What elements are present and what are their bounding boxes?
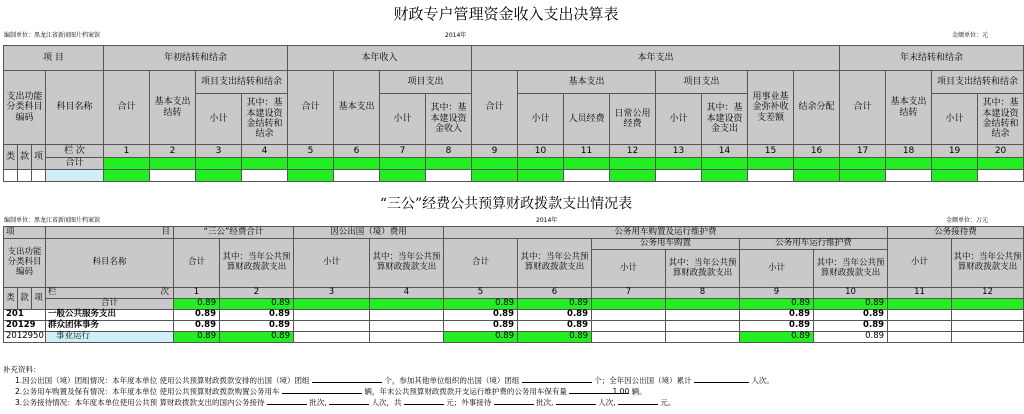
- h2-lei: 类: [4, 288, 18, 310]
- col-num: 2: [220, 288, 294, 299]
- h-daily: 日常公用经费: [610, 94, 656, 145]
- h-lanci: 栏 次: [46, 145, 104, 158]
- cell: [150, 170, 196, 182]
- h-proj-exp-income: 项目支出: [380, 71, 472, 94]
- cell: [380, 158, 426, 170]
- h2-sangong: “三公”经费合计: [174, 227, 294, 239]
- note-text: 人次。: [751, 376, 774, 385]
- cell-value: 0.89: [740, 310, 814, 321]
- report1-year: 2014年: [445, 32, 467, 39]
- cell: [334, 158, 380, 170]
- blank-field: [494, 397, 534, 405]
- h2-ow-4: 其中：当年公共预算财政拨款支出: [370, 239, 444, 288]
- col-num: 4: [370, 288, 444, 299]
- cell: [370, 332, 444, 343]
- cell: [840, 170, 886, 182]
- h-proj-exp: 项目支出: [656, 71, 748, 94]
- cell: [46, 170, 104, 182]
- note-text: 1.因公出国（境）团组情况：本年度本单位 使用公共预算财政拨款安排的出国（境）团组: [15, 376, 310, 385]
- header-name: 科目名称: [46, 71, 104, 145]
- col-num: 16: [794, 145, 840, 158]
- total-label: 合计: [46, 158, 104, 170]
- cell: [888, 310, 952, 321]
- cell: [294, 332, 370, 343]
- row-code: 20129: [4, 321, 46, 332]
- note-text: 2.公务用车购置及保有情况：本年度本单位 使用公共预算财政拨款购置公务用车: [15, 387, 280, 396]
- cell: [370, 310, 444, 321]
- report1-currency: 金额单位：元: [952, 32, 989, 39]
- cell: [840, 158, 886, 170]
- h2-reception: 公务接待费: [888, 227, 1024, 239]
- cell: [4, 170, 18, 182]
- h-fund-gap: 用事业基金弥补收支差额: [748, 71, 794, 145]
- header-end-carry: 年末结转和结余: [840, 46, 1024, 71]
- header-income: 本年收入: [288, 46, 472, 71]
- note-line-2: [3, 386, 1009, 397]
- col-num: 12: [610, 145, 656, 158]
- cell: [748, 158, 794, 170]
- h-total-5: 合计: [288, 71, 334, 145]
- h2-sub-9: 小计: [740, 250, 814, 288]
- h2-vehicle-buy: 公务用车购置: [592, 239, 740, 250]
- h-total-9: 合计: [472, 71, 518, 145]
- cell: [288, 170, 334, 182]
- h-sub-19: 小计: [932, 94, 978, 145]
- col-num: 13: [656, 145, 702, 158]
- cell: [518, 170, 564, 182]
- col-num: 10: [518, 145, 564, 158]
- h2-ow-6: 其中：当年公共预算财政拨款支出: [518, 239, 592, 288]
- header-project: 项 目: [4, 46, 104, 71]
- col-num: 5: [444, 288, 518, 299]
- blank-field: [282, 386, 362, 394]
- h-ow-4: 其中：基本建设资金结转和结余: [242, 94, 288, 145]
- vehicle-count: 1.00: [569, 386, 629, 394]
- cell: [978, 158, 1024, 170]
- cell: [380, 170, 426, 182]
- note-text: 3.公务接待情况：本年度本单位使用公共预 算财政拨款支出的国内公务接待: [15, 398, 265, 407]
- cell: [150, 158, 196, 170]
- col-num: 7: [592, 288, 666, 299]
- col-num: 1: [174, 288, 220, 299]
- cell: [564, 170, 610, 182]
- cell: [334, 170, 380, 182]
- h-proj-carry-end: 项目支出结转和结余: [932, 71, 1024, 94]
- h2-kuan: 款: [18, 288, 32, 310]
- cell: [242, 158, 288, 170]
- cell-value: 0.89: [518, 310, 592, 321]
- h-ow-8: 其中：基本建设资金收入: [426, 94, 472, 145]
- col-num: 9: [472, 145, 518, 158]
- row-name: 一般公共服务支出: [46, 310, 174, 321]
- cell-value: 0.89: [444, 310, 518, 321]
- col-num: 8: [426, 145, 472, 158]
- col-num: 3: [196, 145, 242, 158]
- cell-value: 0.89: [174, 332, 220, 343]
- cell: [32, 170, 46, 182]
- cell: [932, 158, 978, 170]
- h-personnel: 人员经费: [564, 94, 610, 145]
- h-surplus: 结余分配: [794, 71, 840, 145]
- cell: [702, 170, 748, 182]
- table-row: [4, 299, 1024, 310]
- h2-ow-12: 其中：当年公共预算财政拨款支出: [952, 239, 1024, 288]
- h2-abroad: 因公出国（境）费用: [294, 227, 444, 239]
- col-num: 8: [666, 288, 740, 299]
- cell: [888, 321, 952, 332]
- cell: [666, 299, 740, 310]
- h-sub-7: 小计: [380, 94, 426, 145]
- cell: [564, 158, 610, 170]
- cell-value: 0.89: [518, 332, 592, 343]
- blank-field: [522, 375, 592, 383]
- h-basic-carry-18: 基本支出结转: [886, 71, 932, 145]
- cell-value: 0.89: [740, 332, 814, 343]
- cell: [592, 332, 666, 343]
- cell-value: 0.89: [444, 299, 518, 310]
- blank-field: [404, 397, 444, 405]
- report1-title: 财政专户管理资金收入支出决算表: [393, 5, 619, 23]
- h-basic-carry: 基本支出结转: [150, 71, 196, 145]
- cell-value: 0.89: [444, 332, 518, 343]
- notes-heading: 补充资料：: [3, 365, 41, 374]
- cell-value: 0.89: [220, 310, 294, 321]
- h2-lan: 栏: [48, 287, 57, 298]
- note-text: 人次,: [598, 398, 616, 407]
- cell: [518, 158, 564, 170]
- cell: [978, 170, 1024, 182]
- cell: [888, 332, 952, 343]
- cell: [592, 321, 666, 332]
- blank-field: [556, 397, 596, 405]
- col-num: 7: [380, 145, 426, 158]
- cell: [610, 170, 656, 182]
- cell-value: 0.89: [814, 332, 888, 343]
- table-row: [4, 321, 1024, 332]
- note-text: 辆，年末公共预算财政拨款开支运行维护费的公务用车保有量: [364, 387, 567, 396]
- cell: [952, 321, 1024, 332]
- col-num: 12: [952, 288, 1024, 299]
- note-text: 人次，共: [371, 398, 402, 407]
- cell: [932, 170, 978, 182]
- h-sub-10: 小计: [518, 94, 564, 145]
- cell: [242, 170, 288, 182]
- col-num: 18: [886, 145, 932, 158]
- col-num: 4: [242, 145, 288, 158]
- cell: [886, 158, 932, 170]
- cell: [888, 299, 952, 310]
- h-kuan: 款: [18, 145, 32, 170]
- note-text: 个，参加其他单位组织的出国（境）团组: [384, 376, 520, 385]
- income-expense-table: [3, 45, 1024, 182]
- h2-lanci: [46, 288, 174, 299]
- header-expense: 本年支出: [472, 46, 840, 71]
- report2-unit: 编制单位：黑龙江省新闻图片档案馆: [4, 217, 101, 224]
- table-row: [4, 310, 1024, 321]
- blank-field: [618, 397, 658, 405]
- h2-ow-8: 其中：当年公共预算财政拨款支出: [666, 250, 740, 288]
- h2-vehicle: 公务用车购置及运行维护费: [444, 227, 888, 239]
- report2-year: 2014年: [536, 217, 558, 224]
- header-code: 支出功能分类科目编码: [4, 71, 46, 145]
- cell: [294, 299, 370, 310]
- cell: [794, 170, 840, 182]
- cell: [288, 158, 334, 170]
- cell: [952, 332, 1024, 343]
- col-num: 11: [888, 288, 952, 299]
- cell-value: 0.89: [174, 321, 220, 332]
- cell: [472, 158, 518, 170]
- cell-value: 0.89: [740, 321, 814, 332]
- table-row: [4, 332, 1024, 343]
- cell: [952, 299, 1024, 310]
- col-num: 15: [748, 145, 794, 158]
- note-text: 元；外事接待: [446, 398, 492, 407]
- header-begin-carry: 年初结转和结余: [104, 46, 288, 71]
- h-total-1: 合计: [104, 71, 150, 145]
- cell: [196, 170, 242, 182]
- cell: [472, 170, 518, 182]
- cell: [656, 170, 702, 182]
- h-sub-13: 小计: [656, 94, 702, 145]
- col-num: 6: [334, 145, 380, 158]
- note-text: 批次,: [536, 398, 554, 407]
- col-num: 14: [702, 145, 748, 158]
- cell: [794, 158, 840, 170]
- cell-value: 0.89: [740, 299, 814, 310]
- cell-value: 0.89: [814, 299, 888, 310]
- cell: [104, 170, 150, 182]
- cell-value: 0.89: [814, 310, 888, 321]
- h-total-17: 合计: [840, 71, 886, 145]
- cell: [666, 321, 740, 332]
- h2-code: 支出功能分类科目编码: [4, 239, 46, 288]
- report2-title: “三公”经费公共预算财政拨款支出情况表: [379, 196, 633, 212]
- h-basic-6: 基本支出: [334, 71, 380, 145]
- h2-ow-10: 其中：当年公共预算财政拨款支出: [814, 250, 888, 288]
- cell: [426, 170, 472, 182]
- h-ow-14: 其中：基本建设资金支出: [702, 94, 748, 145]
- cell-value: 0.89: [220, 332, 294, 343]
- col-num: 11: [564, 145, 610, 158]
- cell: [886, 170, 932, 182]
- h2-vehicle-run: 公务用车运行维护费: [740, 239, 888, 250]
- cell-value: 0.89: [174, 310, 220, 321]
- note-text: 个；全年因公出国（境）累计: [594, 376, 692, 385]
- h-sub-3: 小计: [196, 94, 242, 145]
- h-lei: 类: [4, 145, 18, 170]
- cell-value: 0.89: [518, 321, 592, 332]
- cell-value: 0.89: [174, 299, 220, 310]
- note-line-3: [3, 397, 1009, 408]
- h2-sub-3: 小计: [294, 239, 370, 288]
- blank-field: [312, 375, 382, 383]
- h2-total-5: 合计: [444, 239, 518, 288]
- col-num: 1: [104, 145, 150, 158]
- cell: [196, 158, 242, 170]
- cell: [370, 321, 444, 332]
- h-basic-exp: 基本支出: [518, 71, 656, 94]
- col-num: 17: [840, 145, 886, 158]
- note-text: 批次,: [309, 398, 327, 407]
- blank-field: [329, 397, 369, 405]
- cell: [370, 299, 444, 310]
- supplementary-notes: [3, 364, 1009, 408]
- note-text: 元。: [660, 398, 676, 407]
- row-name: 合计: [46, 299, 174, 310]
- col-num: 9: [740, 288, 814, 299]
- h2-name: 科目名称: [46, 239, 174, 288]
- col-num: 20: [978, 145, 1024, 158]
- h2-ci: 次: [160, 287, 169, 298]
- col-num: 2: [150, 145, 196, 158]
- cell: [104, 158, 150, 170]
- h2-xiang: 项: [4, 227, 46, 239]
- cell: [610, 158, 656, 170]
- cell-value: 0.89: [220, 299, 294, 310]
- row-name: 群众团体事务: [46, 321, 174, 332]
- h2-mu: 目: [46, 227, 174, 239]
- col-num: 5: [288, 145, 334, 158]
- cell: [666, 332, 740, 343]
- cell: [952, 310, 1024, 321]
- h2-xiang2: 项: [32, 288, 46, 310]
- row-code: 201: [4, 310, 46, 321]
- h2-sub-7: 小计: [592, 250, 666, 288]
- cell: [702, 158, 748, 170]
- h2-total-1: 合计: [174, 239, 220, 288]
- cell: [294, 310, 370, 321]
- cell-value: 0.89: [814, 321, 888, 332]
- report2-currency: 金额单位：万元: [946, 217, 989, 224]
- blank-field: [694, 375, 749, 383]
- col-num: 19: [932, 145, 978, 158]
- cell-value: 0.89: [518, 299, 592, 310]
- col-num: 3: [294, 288, 370, 299]
- cell: [592, 299, 666, 310]
- col-num: 10: [814, 288, 888, 299]
- blank-field: [267, 397, 307, 405]
- three-public-expense-table: [3, 226, 1024, 343]
- cell: [656, 158, 702, 170]
- cell-value: 0.89: [220, 321, 294, 332]
- note-line-1: [3, 375, 1009, 386]
- cell: [592, 310, 666, 321]
- cell: [666, 310, 740, 321]
- h2-sub-11: 小计: [888, 239, 952, 288]
- report1-unit: 编制单位：黑龙江省新闻图片档案馆: [4, 32, 101, 39]
- h-ow-20: 其中：基本建设资金结转和结余: [978, 94, 1024, 145]
- row-name: 事业运行: [46, 332, 174, 343]
- h2-ow-2: 其中：当年公共预算财政拨款支出: [220, 239, 294, 288]
- h-proj-carry: 项目支出结转和结余: [196, 71, 288, 94]
- cell: [748, 170, 794, 182]
- cell-value: 0.89: [444, 321, 518, 332]
- h-xiang: 项: [32, 145, 46, 170]
- row-code: 2012950: [4, 332, 46, 343]
- cell: [18, 170, 32, 182]
- note-text: 辆。: [631, 387, 647, 396]
- cell: [294, 321, 370, 332]
- cell: [426, 158, 472, 170]
- col-num: 6: [518, 288, 592, 299]
